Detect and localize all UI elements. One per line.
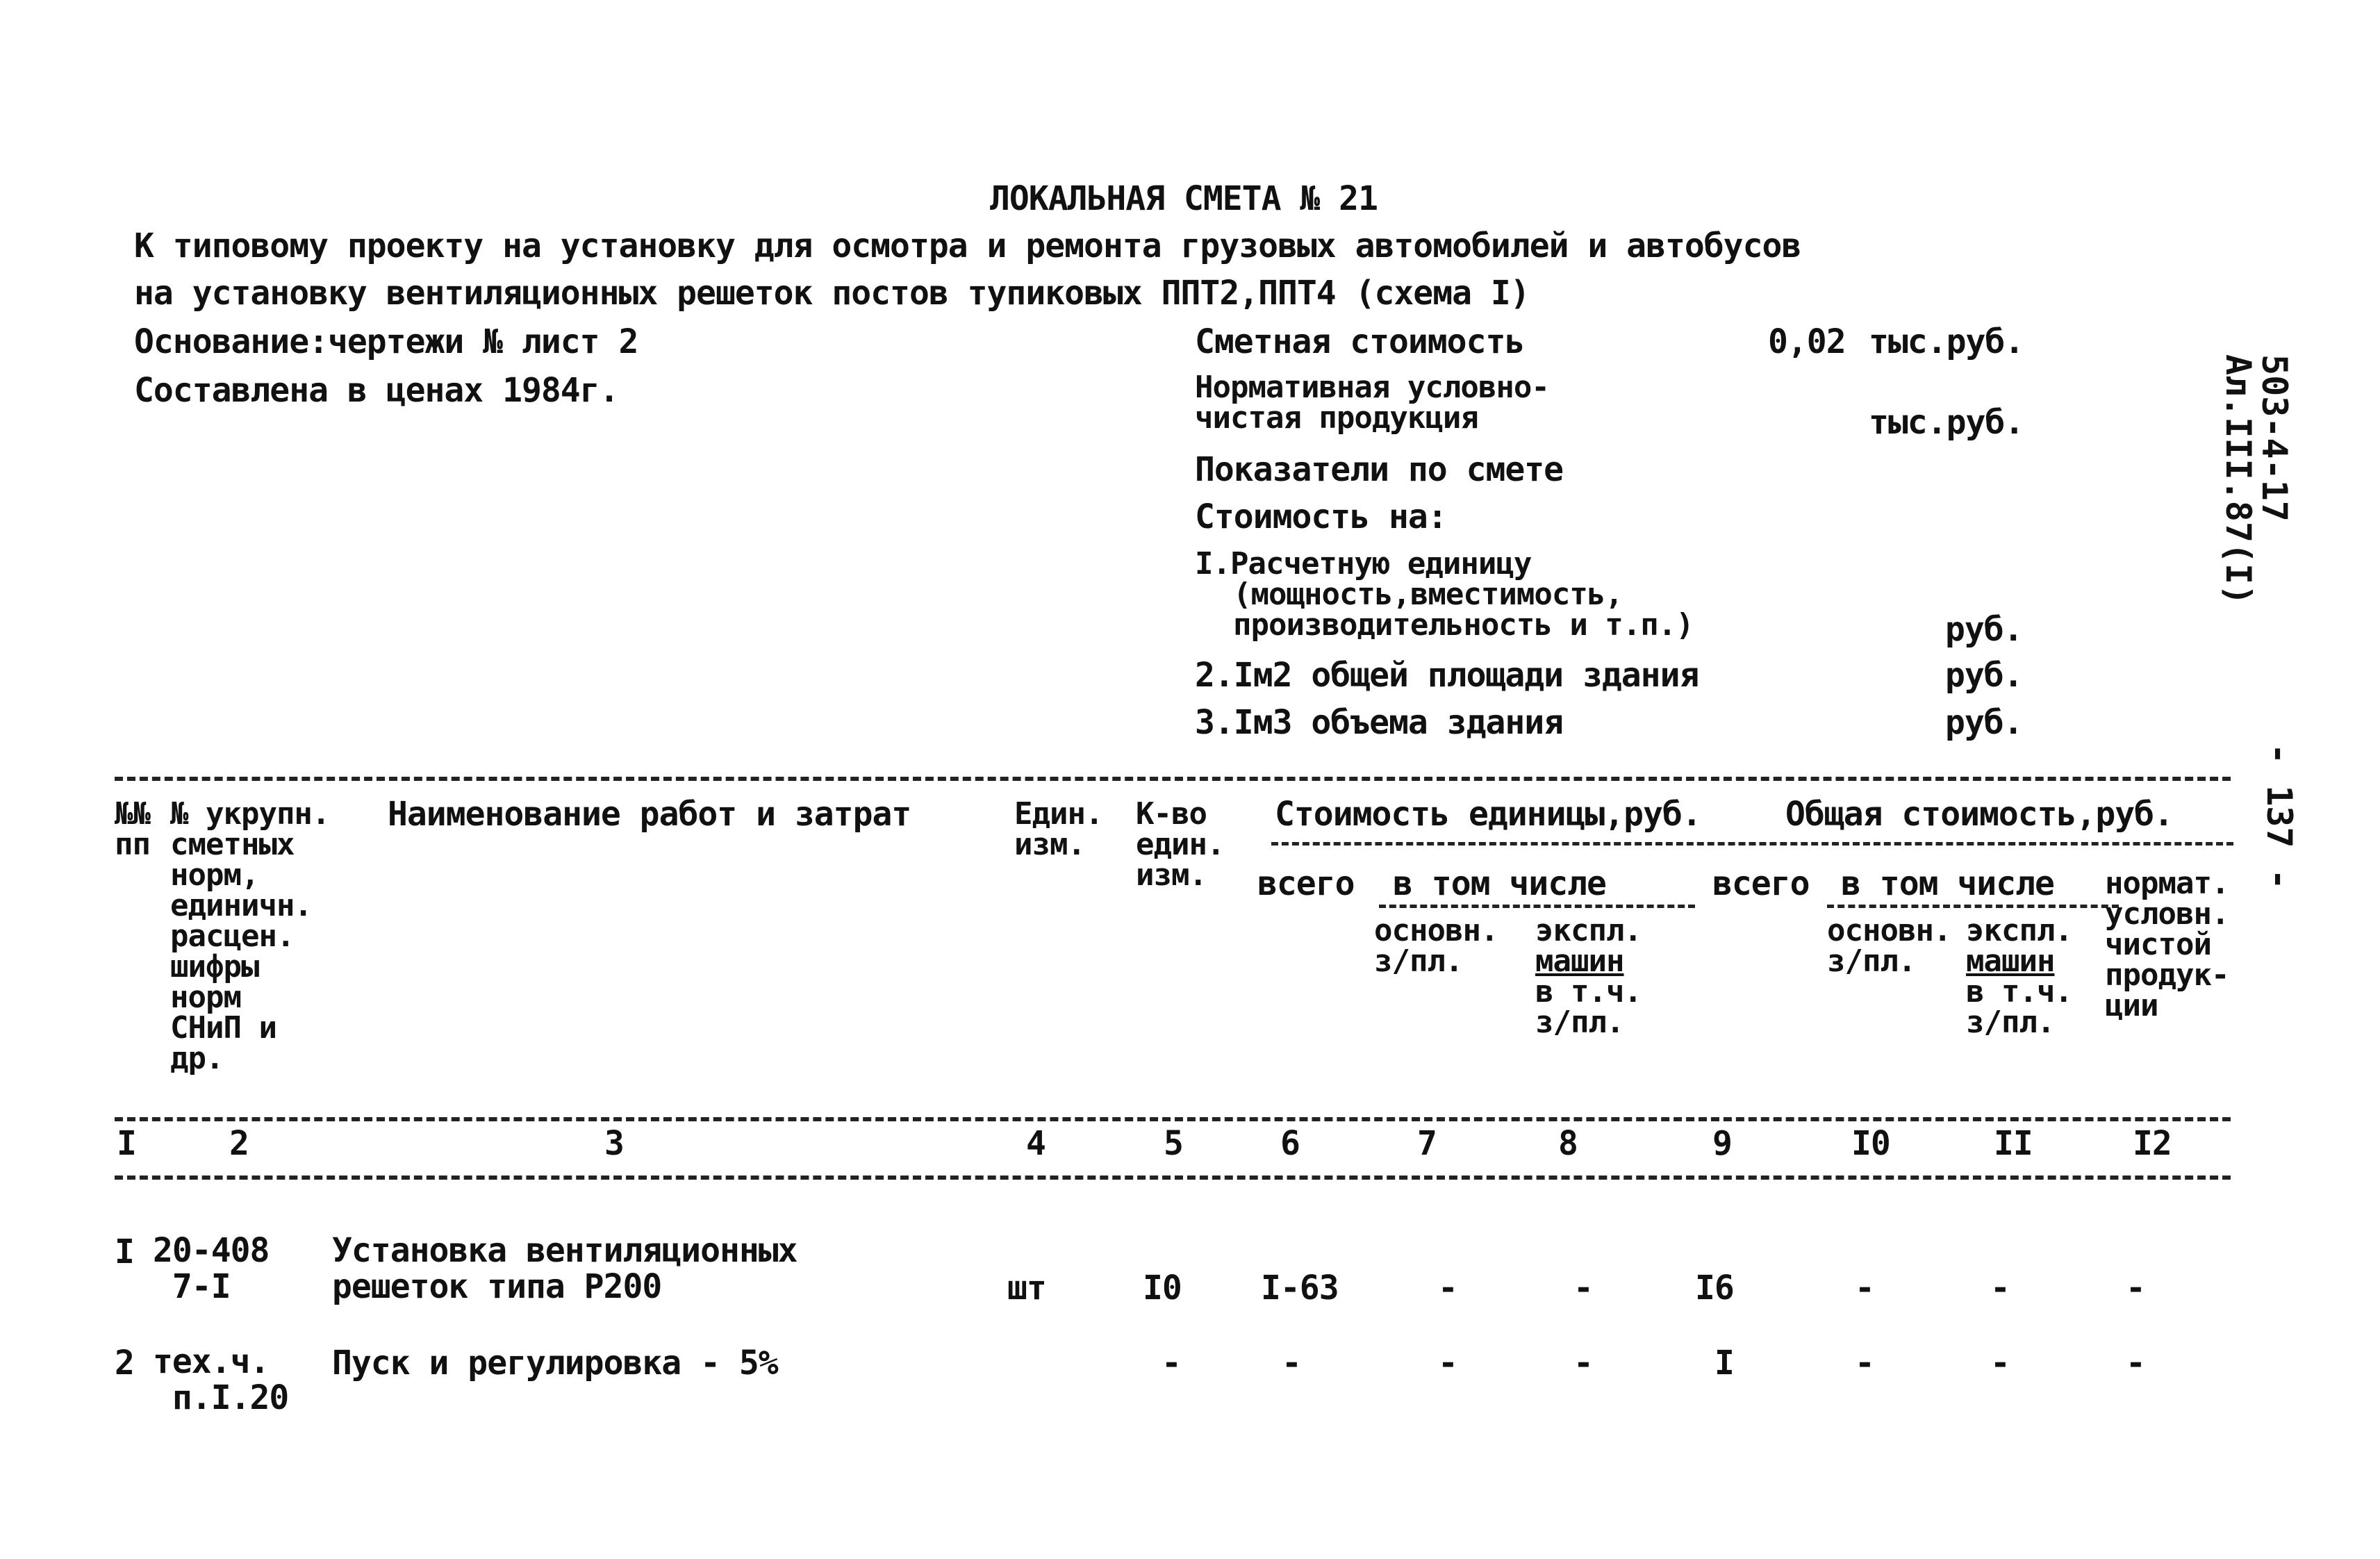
colnum-1: I	[117, 1124, 136, 1163]
row2-unit-mach: -	[1573, 1344, 1593, 1383]
cost-on-label: Стоимость на:	[1195, 497, 1447, 536]
row2-no: 2	[115, 1344, 134, 1383]
item1-line3: производительность и т.п.)	[1233, 607, 1694, 643]
subtitle-line-2: на установку вентиляционных решеток постов тупиковых ППТ2,ППТ4 (схема I)	[134, 274, 1530, 313]
colnum-12: I2	[2133, 1124, 2172, 1163]
header-col3: Наименование работ и затрат	[388, 795, 911, 834]
header-unit-cost: Стоимость единицы,руб.	[1275, 795, 1701, 834]
estimated-cost-value: 0,02	[1768, 322, 1846, 361]
header-unit-all: всего	[1257, 864, 1355, 903]
estimated-cost-label: Сметная стоимость	[1195, 322, 1525, 361]
colnum-11: II	[1994, 1124, 2033, 1163]
item3-label: 3.Iм3 объема здания	[1195, 703, 1564, 742]
table-top-rule	[115, 777, 2231, 781]
row2-code: тех.ч. п.I.20	[153, 1342, 289, 1417]
net-output-unit: тыс.руб.	[1869, 403, 2024, 442]
header-total-base-wage: основн. з/пл.	[1827, 913, 1951, 979]
header-unit-mach-2: машин	[1535, 943, 1624, 979]
subtitle-line-1: К типовому проекту на установку для осмотра и ремонта грузовых автомобилей и автобусов	[134, 226, 1801, 265]
row2-total-mach: -	[1990, 1344, 2010, 1383]
header-col5: К-во един. изм.	[1136, 796, 1225, 893]
header-unit-mach-3: в т.ч. з/пл.	[1535, 974, 1642, 1040]
side-document-code: 503-4-17 Ал.III.87(I)	[2218, 354, 2295, 606]
net-output-label-2: чистая продукция	[1195, 400, 1478, 436]
row2-total-net: -	[2126, 1344, 2145, 1383]
document-title: ЛОКАЛЬНАЯ СМЕТА № 21	[990, 179, 1378, 218]
header-unit-incl: в том числе	[1393, 864, 1606, 903]
row1-qty: I0	[1143, 1269, 1182, 1308]
header-unit-base-wage: основн. з/пл.	[1374, 913, 1498, 979]
header-total-mach-3: в т.ч. з/пл.	[1966, 974, 2072, 1040]
row2-name: Пуск и регулировка - 5%	[332, 1344, 778, 1383]
header-total-mach-1: экспл.	[1966, 913, 2072, 948]
header-total-incl: в том числе	[1841, 864, 2054, 903]
row2-total-wage: -	[1855, 1344, 1874, 1383]
row1-no: I	[115, 1232, 134, 1271]
row1-total-net: -	[2126, 1269, 2145, 1308]
header-subrule	[1271, 842, 2233, 846]
prices-text: Составлена в ценах 1984г.	[134, 371, 619, 410]
header-total-incl-rule	[1827, 905, 2119, 908]
basis-text: Основание:чертежи № лист 2	[134, 322, 638, 361]
colnum-8: 8	[1558, 1124, 1578, 1163]
header-total-cost: Общая стоимость,руб.	[1785, 795, 2173, 834]
colnum-10: I0	[1851, 1124, 1890, 1163]
header-col1: №№ пп	[115, 796, 150, 862]
item1-unit: руб.	[1945, 610, 2023, 649]
row1-unit-total: I-63	[1261, 1269, 1339, 1308]
colnum-6: 6	[1280, 1124, 1300, 1163]
colnum-7: 7	[1417, 1124, 1437, 1163]
row2-unit-total: -	[1282, 1344, 1301, 1383]
row1-total-wage: -	[1855, 1269, 1874, 1308]
header-total-mach-2: машин	[1966, 943, 2055, 979]
header-col4: Един. изм.	[1014, 796, 1103, 862]
item2-unit: руб.	[1945, 656, 2023, 695]
header-net-output: нормат. условн. чистой продук- ции	[2105, 866, 2229, 1023]
header-unit-incl-rule	[1379, 905, 1695, 908]
row1-total: I6	[1695, 1269, 1734, 1308]
item2-label: 2.Iм2 общей площади здания	[1195, 656, 1699, 695]
colnum-4: 4	[1026, 1124, 1046, 1163]
colnum-9: 9	[1712, 1124, 1732, 1163]
row2-total: I	[1714, 1344, 1734, 1383]
row2-qty: -	[1162, 1344, 1181, 1383]
net-output-label-1: Нормативная условно-	[1195, 370, 1549, 405]
colnum-3: 3	[604, 1124, 624, 1163]
header-total-all: всего	[1712, 864, 1810, 903]
colnum-bottom-rule	[115, 1176, 2231, 1180]
row2-unit-wage: -	[1438, 1344, 1457, 1383]
colnum-2: 2	[229, 1124, 249, 1163]
page-number: - 137 -	[2259, 743, 2299, 890]
row1-unit-mach: -	[1573, 1269, 1593, 1308]
row1-unit-wage: -	[1438, 1269, 1457, 1308]
estimated-cost-unit: тыс.руб.	[1869, 322, 2024, 361]
item1-line2: (мощность,вместимость,	[1233, 577, 1623, 612]
header-col2: № укрупн. сметных норм, единичн. расцен. шифры норм СНиП и др.	[170, 796, 330, 1076]
header-unit-mach-1: экспл.	[1535, 913, 1642, 948]
item3-unit: руб.	[1945, 703, 2023, 742]
row1-unit: шт	[1007, 1269, 1046, 1308]
colnum-5: 5	[1164, 1124, 1183, 1163]
indicators-label: Показатели по смете	[1195, 450, 1564, 489]
colnum-top-rule	[115, 1117, 2231, 1121]
row1-code: 20-408 7-I	[153, 1231, 270, 1306]
item1-line1: I.Расчетную единицу	[1195, 546, 1532, 581]
row1-total-mach: -	[1990, 1269, 2010, 1308]
row1-name: Установка вентиляционных решеток типа Р200	[332, 1231, 798, 1306]
